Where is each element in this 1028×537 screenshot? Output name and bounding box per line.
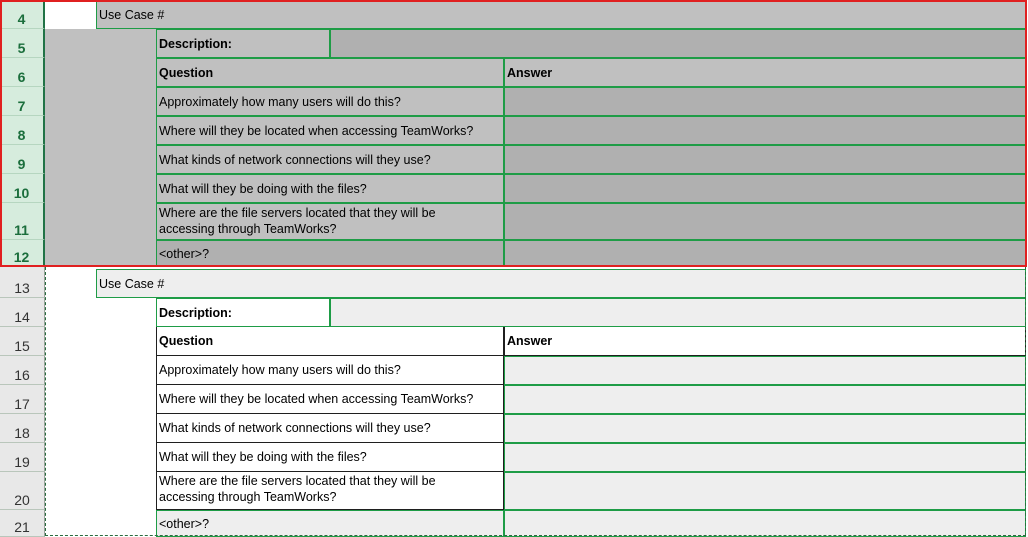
row-header-9[interactable]: 9 [0, 145, 45, 174]
row-header-15[interactable]: 15 [0, 327, 45, 356]
question-text: <other>? [159, 516, 210, 531]
question-text: What will they be doing with the files? [159, 450, 367, 464]
description-input-cell[interactable] [330, 29, 1026, 58]
question-text: Where will they be located when accessing TeamWorks? [159, 392, 474, 406]
row-header-14[interactable]: 14 [0, 298, 45, 327]
question-header-cell[interactable] [156, 58, 504, 87]
row-header-20[interactable]: 20 [0, 472, 45, 510]
answer-header: Answer [507, 334, 553, 348]
question-cell[interactable] [156, 87, 504, 116]
answer-cell[interactable] [504, 116, 1026, 145]
question-cell[interactable] [156, 203, 504, 240]
description-input-cell[interactable] [330, 298, 1026, 327]
question-cell[interactable] [156, 356, 504, 385]
question-text: What will they be doing with the files? [159, 181, 367, 196]
question-header-cell[interactable] [156, 327, 504, 356]
use-case-label: Use Case # [99, 276, 165, 291]
question-header: Question [159, 334, 214, 348]
indent-cell[interactable] [45, 29, 156, 267]
answer-cell[interactable] [504, 472, 1026, 510]
row-header-6[interactable]: 6 [0, 58, 45, 87]
row-header-4[interactable]: 4 [0, 0, 45, 29]
description-label-cell[interactable] [156, 29, 330, 58]
question-text: Where will they be located when accessing TeamWorks? [159, 123, 474, 138]
answer-cell[interactable] [504, 174, 1026, 203]
row-header-17[interactable]: 17 [0, 385, 45, 414]
answer-cell[interactable] [504, 87, 1026, 116]
answer-cell[interactable] [504, 240, 1026, 267]
use-case-label: Use Case # [99, 7, 165, 22]
answer-cell[interactable] [504, 443, 1026, 472]
description-label: Description: [159, 36, 232, 51]
description-label: Description: [159, 305, 232, 320]
answer-cell[interactable] [504, 356, 1026, 385]
row-header-21[interactable]: 21 [0, 510, 45, 537]
row-header-12[interactable]: 12 [0, 240, 45, 267]
answer-cell[interactable] [504, 510, 1026, 537]
row-header-16[interactable]: 16 [0, 356, 45, 385]
row-header-13[interactable]: 13 [0, 267, 45, 298]
question-cell[interactable] [156, 240, 504, 267]
question-text: Approximately how many users will do this? [159, 363, 401, 377]
question-cell[interactable] [156, 116, 504, 145]
indent-cell[interactable] [45, 267, 156, 537]
answer-cell[interactable] [504, 203, 1026, 240]
question-cell[interactable] [156, 385, 504, 414]
question-text: What kinds of network connections will they use? [159, 421, 431, 435]
row-header-5[interactable]: 5 [0, 29, 45, 58]
question-text: <other>? [159, 246, 210, 261]
question-cell[interactable] [156, 145, 504, 174]
use-case-cell[interactable] [96, 269, 1026, 298]
question-text: Where are the file servers located that they will be accessing through TeamWorks? [159, 474, 436, 504]
row-header-7[interactable]: 7 [0, 87, 45, 116]
question-text: Approximately how many users will do this? [159, 94, 401, 109]
question-cell[interactable] [156, 472, 504, 510]
row-header-10[interactable]: 10 [0, 174, 45, 203]
blank-cell[interactable] [45, 0, 96, 29]
answer-header-cell[interactable] [504, 327, 1026, 356]
answer-header-cell[interactable] [504, 58, 1026, 87]
row-header-11[interactable]: 11 [0, 203, 45, 240]
question-text: What kinds of network connections will they use? [159, 152, 431, 167]
row-header-19[interactable]: 19 [0, 443, 45, 472]
row-header-18[interactable]: 18 [0, 414, 45, 443]
answer-header: Answer [507, 65, 553, 80]
question-cell[interactable] [156, 174, 504, 203]
row-header-8[interactable]: 8 [0, 116, 45, 145]
question-cell[interactable] [156, 443, 504, 472]
use-case-cell[interactable] [96, 0, 1026, 29]
question-header: Question [159, 65, 214, 80]
answer-cell[interactable] [504, 145, 1026, 174]
answer-cell[interactable] [504, 385, 1026, 414]
question-cell[interactable] [156, 510, 504, 537]
question-text: Where are the file servers located that they will be accessing through TeamWorks? [159, 206, 436, 236]
question-cell[interactable] [156, 414, 504, 443]
answer-cell[interactable] [504, 414, 1026, 443]
description-label-cell[interactable] [156, 298, 330, 327]
